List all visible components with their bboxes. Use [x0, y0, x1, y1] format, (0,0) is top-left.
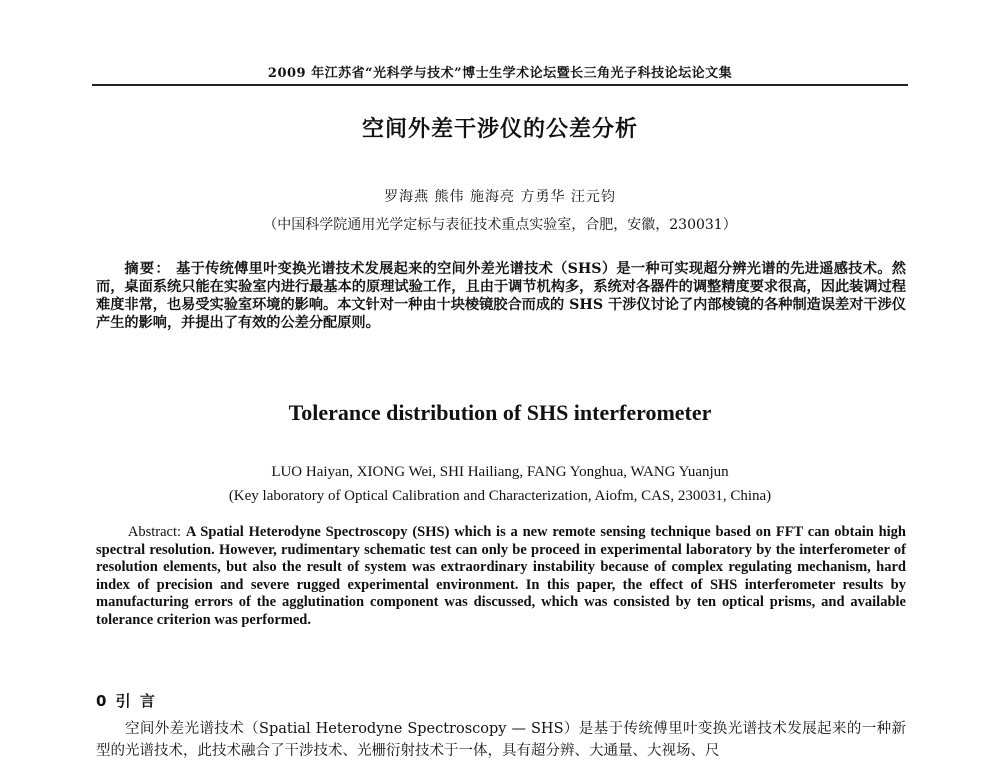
chinese-abstract-text: 基于传统傅里叶变换光谱技术发展起来的空间外差光谱技术（SHS）是一种可实现超分辨光谱的先进遥感技术。然而，桌面系统只能在实验室内进行最基本的原理试验工作，且由于调节机构多，系统对各器件的调整精度要求很高，因此装调过程难度非常，也易受实验室环境的影响。本文针对一种由十块棱镜胶合而成的 SHS 干涉仪讨论了内部棱镜的各种制造误差对干涉仪产生的影响，并提出了有效的公差分配原则。 — [96, 261, 906, 331]
introduction-paragraph: 空间外差光谱技术（Spatial Heterodyne Spectroscopy — SHS）是基于传统傅里叶变换光谱技术发展起来的一种新型的光谱技术，此技术融合了干涉技术、光栅衍射技术于一体，具有超分辨、大通量、大视场、尺 — [96, 721, 906, 759]
english-title: Tolerance distribution of SHS interferometer — [288, 400, 712, 425]
chinese-authors: 罗海燕 熊伟 施海亮 方勇华 汪元钧 — [384, 189, 616, 205]
chinese-title: 空间外差干涉仪的公差分析 — [361, 117, 638, 142]
english-abstract — [96, 524, 906, 629]
header-divider — [92, 84, 908, 86]
english-abstract-label: Abstract: — [127, 524, 182, 540]
section-heading-introduction: 0 引 言 — [96, 692, 157, 710]
english-abstract-text: A Spatial Heterodyne Spectroscopy (SHS) which is a new remote sensing technique based on FFT can obtain high spectral resolution. However, rudimentary schematic test can only be proceed in experimental laboratory by the interferometer of resolution elements, but also the result of system was extraordinary instability because of complex regulating mechanism, hard index of precision and severe rugged experimental environment. In this paper, the effect of SHS interferometer results by manufacturing errors of the agglutination component was discussed, which was consisted by ten optical prisms, and available tolerance criterion was performed. — [96, 524, 906, 628]
chinese-abstract-label: 摘要： — [124, 261, 171, 277]
chinese-abstract — [96, 260, 906, 332]
english-authors: LUO Haiyan, XIONG Wei, SHI Hailiang, FANG Yonghua, WANG Yuanjun — [271, 464, 729, 480]
english-affiliation: (Key laboratory of Optical Calibration and Characterization, Aiofm, CAS, 230031, China) — [228, 488, 772, 504]
running-header: 2009 年江苏省“光科学与技术”博士生学术论坛暨长三角光子科技论坛论文集 — [267, 66, 733, 81]
chinese-affiliation: （中国科学院通用光学定标与表征技术重点实验室，合肥，安徽，230031） — [263, 217, 737, 233]
